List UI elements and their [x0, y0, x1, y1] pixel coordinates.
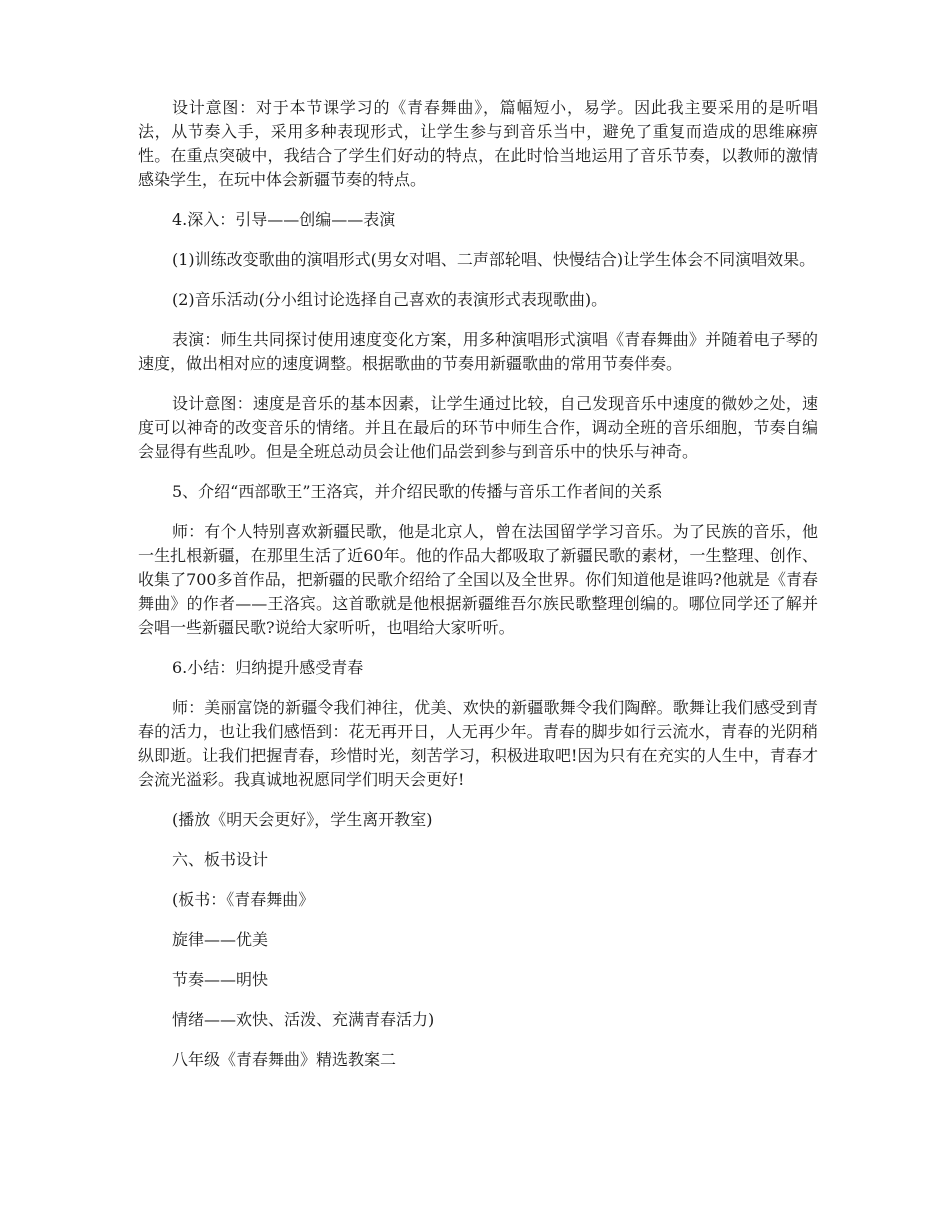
paragraph-teacher-summary: 师：美丽富饶的新疆令我们神往，优美、欢快的新疆歌舞令我们陶醉。歌舞让我们感受到青春的活力，也让我们感悟到：花无再开日，人无再少年。青春的脚步如行云流水，青春的光阴稍纵即逝。让我们把握青春，珍惜时光，刻苦学习，积极进取吧!因为只有在充实的人生中，青春才会流光溢彩。我真诚地祝愿同学们明天会更好!	[138, 698, 818, 789]
heading-step-5: 5、介绍“西部歌王”王洛宾，并介绍民歌的传播与音乐工作者间的关系	[172, 482, 663, 501]
heading-lesson-plan-2: 八年级《青春舞曲》精选教案二	[172, 1050, 397, 1069]
paragraph-design-intent-2: 设计意图：速度是音乐的基本因素，让学生通过比较，自己发现音乐中速度的微妙之处，速度可以神奇的改变音乐的情绪。并且在最后的环节中师生合作，调动全班的音乐细胞，节奏自编会显得有些乱吵。但是全班总动员会让他们品尝到参与到音乐中的快乐与神奇。	[138, 394, 818, 461]
board-line-emotion: 情绪——欢快、活泼、充满青春活力)	[172, 1010, 435, 1029]
paragraph-step-4-item-1: (1)训练改变歌曲的演唱形式(男女对唱、二声部轮唱、快慢结合)让学生体会不同演唱效果。	[172, 250, 816, 269]
heading-board-design: 六、板书设计	[172, 850, 269, 869]
paragraph-step-4-item-2: (2)音乐活动(分小组讨论选择自己喜欢的表演形式表现歌曲)。	[172, 290, 608, 309]
heading-step-6: 6.小结：归纳提升感受青春	[172, 658, 364, 677]
paragraph-design-intent-1: 设计意图：对于本节课学习的《青春舞曲》，篇幅短小，易学。因此我主要采用的是听唱法，从节奏入手，采用多种表现形式，让学生参与到音乐当中，避免了重复而造成的思维麻痹性。在重点突破中，我结合了学生们好动的特点，在此时恰当地运用了音乐节奏，以教师的激情感染学生，在玩中体会新疆节奏的特点。	[138, 98, 818, 189]
paragraph-performance: 表演：师生共同探讨使用速度变化方案，用多种演唱形式演唱《青春舞曲》并随着电子琴的速度，做出相对应的速度调整。根据歌曲的节奏用新疆歌曲的常用节奏伴奏。	[138, 330, 818, 373]
board-line-title: (板书：《青春舞曲》	[172, 890, 315, 909]
board-line-rhythm: 节奏——明快	[172, 970, 269, 989]
paragraph-closing-music: (播放《明天会更好》，学生离开教室)	[172, 810, 433, 829]
paragraph-teacher-intro: 师：有个人特别喜欢新疆民歌，他是北京人，曾在法国留学学习音乐。为了民族的音乐，他一生扎根新疆，在那里生活了近60年。他的作品大都吸取了新疆民歌的素材，一生整理、创作、收集了700多首作品，把新疆的民歌介绍给了全国以及全世界。你们知道他是谁吗?他就是《青春舞曲》的作者——王洛宾。这首歌就是他根据新疆维吾尔族民歌整理创编的。哪位同学还了解并会唱一些新疆民歌?说给大家听听，也唱给大家听听。	[138, 522, 818, 637]
heading-step-4: 4.深入：引导——创编——表演	[172, 210, 396, 229]
document-body	[138, 96, 818, 1072]
board-line-melody: 旋律——优美	[172, 930, 269, 949]
